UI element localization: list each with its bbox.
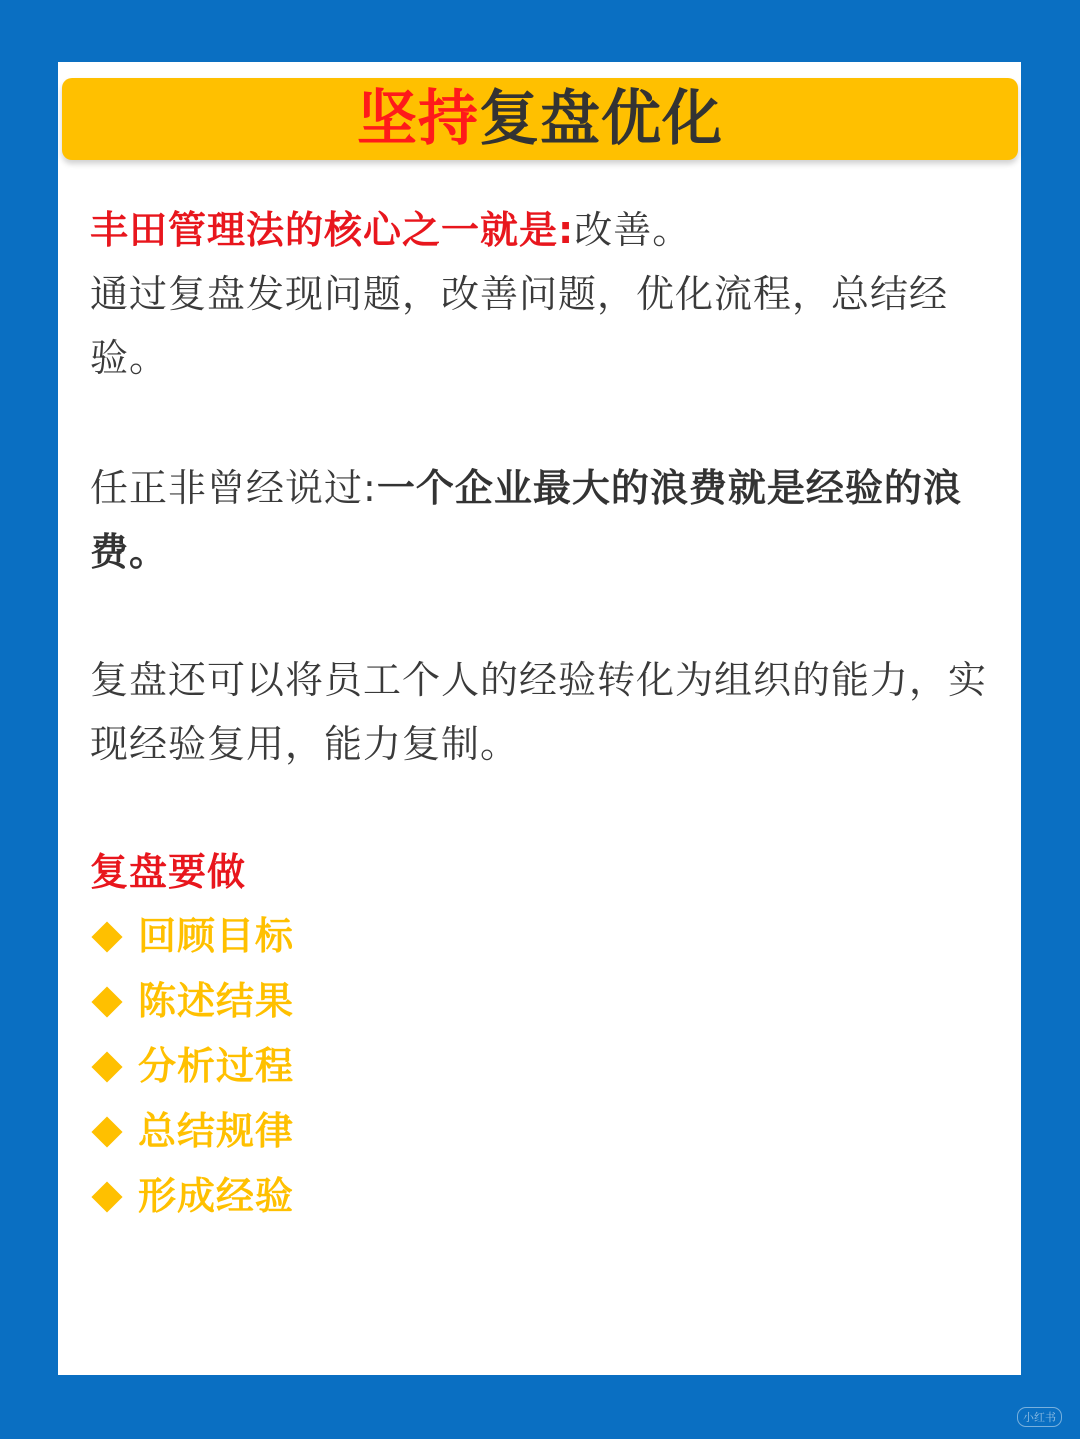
- diamond-bullet-icon: [91, 1116, 122, 1147]
- paragraph-quote: [90, 456, 990, 584]
- title-banner: [62, 78, 1018, 160]
- step-label: 回顾目标: [138, 914, 295, 958]
- steps-heading: 复盘要做: [90, 850, 247, 894]
- title-rest: 复盘优化: [479, 84, 723, 154]
- diamond-bullet-icon: [91, 1051, 122, 1082]
- watermark-logo: 小红书: [1017, 1407, 1062, 1427]
- paragraph-review-purpose: 通过复盘发现问题，改善问题，优化流程，总结经验。: [90, 272, 949, 380]
- diamond-bullet-icon: [91, 986, 122, 1017]
- list-item: [90, 1034, 990, 1099]
- steps-list: [90, 904, 990, 1229]
- step-label: 陈述结果: [138, 979, 295, 1023]
- article-body: [90, 198, 990, 1229]
- title-highlight: 坚持: [357, 84, 479, 154]
- diamond-bullet-icon: [91, 921, 122, 952]
- step-label: 总结规律: [138, 1109, 295, 1153]
- step-label: 形成经验: [138, 1174, 295, 1218]
- page-title: [357, 84, 723, 154]
- diamond-bullet-icon: [91, 1181, 122, 1212]
- toyota-lead-rest: 改善。: [574, 208, 692, 252]
- list-item: [90, 904, 990, 969]
- toyota-lead: 丰田管理法的核心之一就是:: [90, 208, 575, 252]
- quote-prefix: 任正非曾经说过:: [90, 466, 377, 510]
- paragraph-organization: 复盘还可以将员工个人的经验转化为组织的能力，实现经验复用，能力复制。: [90, 658, 988, 766]
- step-label: 分析过程: [138, 1044, 295, 1088]
- paragraph-toyota: [90, 198, 990, 262]
- list-item: [90, 1164, 990, 1229]
- quote-text: 一个企业最大的浪费就是经验的浪费。: [90, 466, 962, 574]
- list-item: [90, 969, 990, 1034]
- list-item: [90, 1099, 990, 1164]
